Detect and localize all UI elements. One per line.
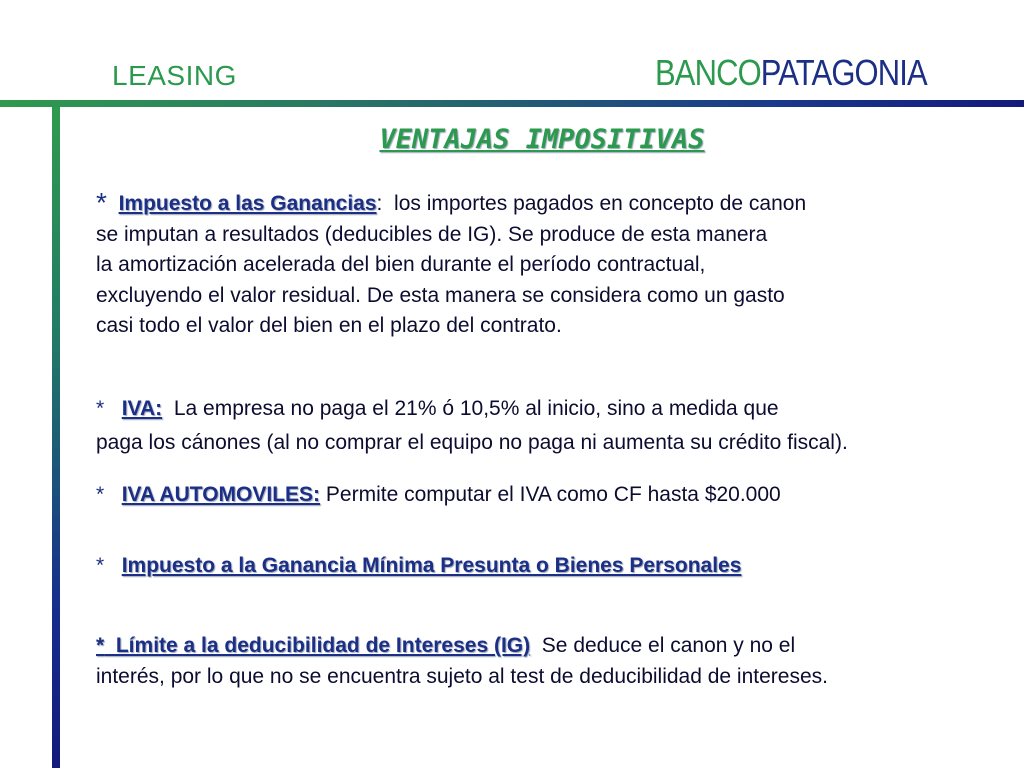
item-text-line: interés, por lo que no se encuentra sujeto al test de deducibilidad de intereses.	[96, 665, 828, 688]
item-iva	[96, 392, 1016, 460]
item-text-line: Se deduce el canon y no el	[541, 634, 796, 657]
item-text-line: La empresa no paga el 21% ó 10,5% al inicio, sino a medida que	[173, 397, 779, 420]
item-text-line: paga los cánones (al no comprar el equipo no paga ni aumenta su crédito fiscal).	[96, 431, 848, 454]
bullet-star-icon: *	[96, 634, 105, 657]
left-accent-bar	[52, 107, 60, 768]
item-ganancia-minima-presunta	[96, 551, 1016, 582]
item-text-line: los importes pagados en concepto de canon	[394, 192, 807, 215]
item-impuesto-ganancias: * Impuesto a las Ganancias: los importes pagados en concepto de canon se imputan a resultados (deducibles de IG). Se produce de esta manera la amortización acelerada del bien durante el período contractual, excluyendo el valor residual. De esta manera se considera como un gasto casi todo el valor del bien en el plazo del contrato.	[96, 188, 1016, 342]
item-limite-deducibilidad	[96, 630, 1016, 692]
item-heading: Impuesto a las Ganancias	[118, 192, 377, 215]
bullet-star-icon: *	[96, 483, 105, 506]
page-title: VENTAJAS IMPOSITIVAS	[379, 124, 705, 155]
header-divider-bar	[0, 100, 1024, 107]
bullet-star-icon: *	[96, 554, 105, 577]
bullet-star-icon: *	[96, 187, 107, 218]
item-text-line: casi todo el valor del bien en el plazo del contrato.	[96, 314, 562, 337]
item-heading: Impuesto a la Ganancia Mínima Presunta o Bienes Personales	[121, 554, 742, 577]
item-text-line: Permite computar el IVA como CF hasta $20.000	[325, 483, 781, 506]
item-heading: IVA AUTOMOVILES:	[121, 483, 321, 506]
item-text-line: se imputan a resultados (deducibles de IG). Se produce de esta manera	[96, 222, 768, 246]
item-text-line: la amortización acelerada del bien durante el período contractual,	[96, 253, 706, 276]
banco-patagonia-logo: BANCOPATAGONIA	[655, 52, 927, 93]
bullet-star-icon: *	[96, 397, 105, 420]
item-text-line: excluyendo el valor residual. De esta manera se considera como un gasto	[96, 283, 785, 307]
item-heading: * Límite a la deducibilidad de Intereses (IG)	[96, 634, 531, 657]
section-label: LEASING	[112, 60, 237, 91]
item-iva-automoviles	[96, 480, 1016, 511]
item-heading: IVA:	[121, 397, 163, 420]
